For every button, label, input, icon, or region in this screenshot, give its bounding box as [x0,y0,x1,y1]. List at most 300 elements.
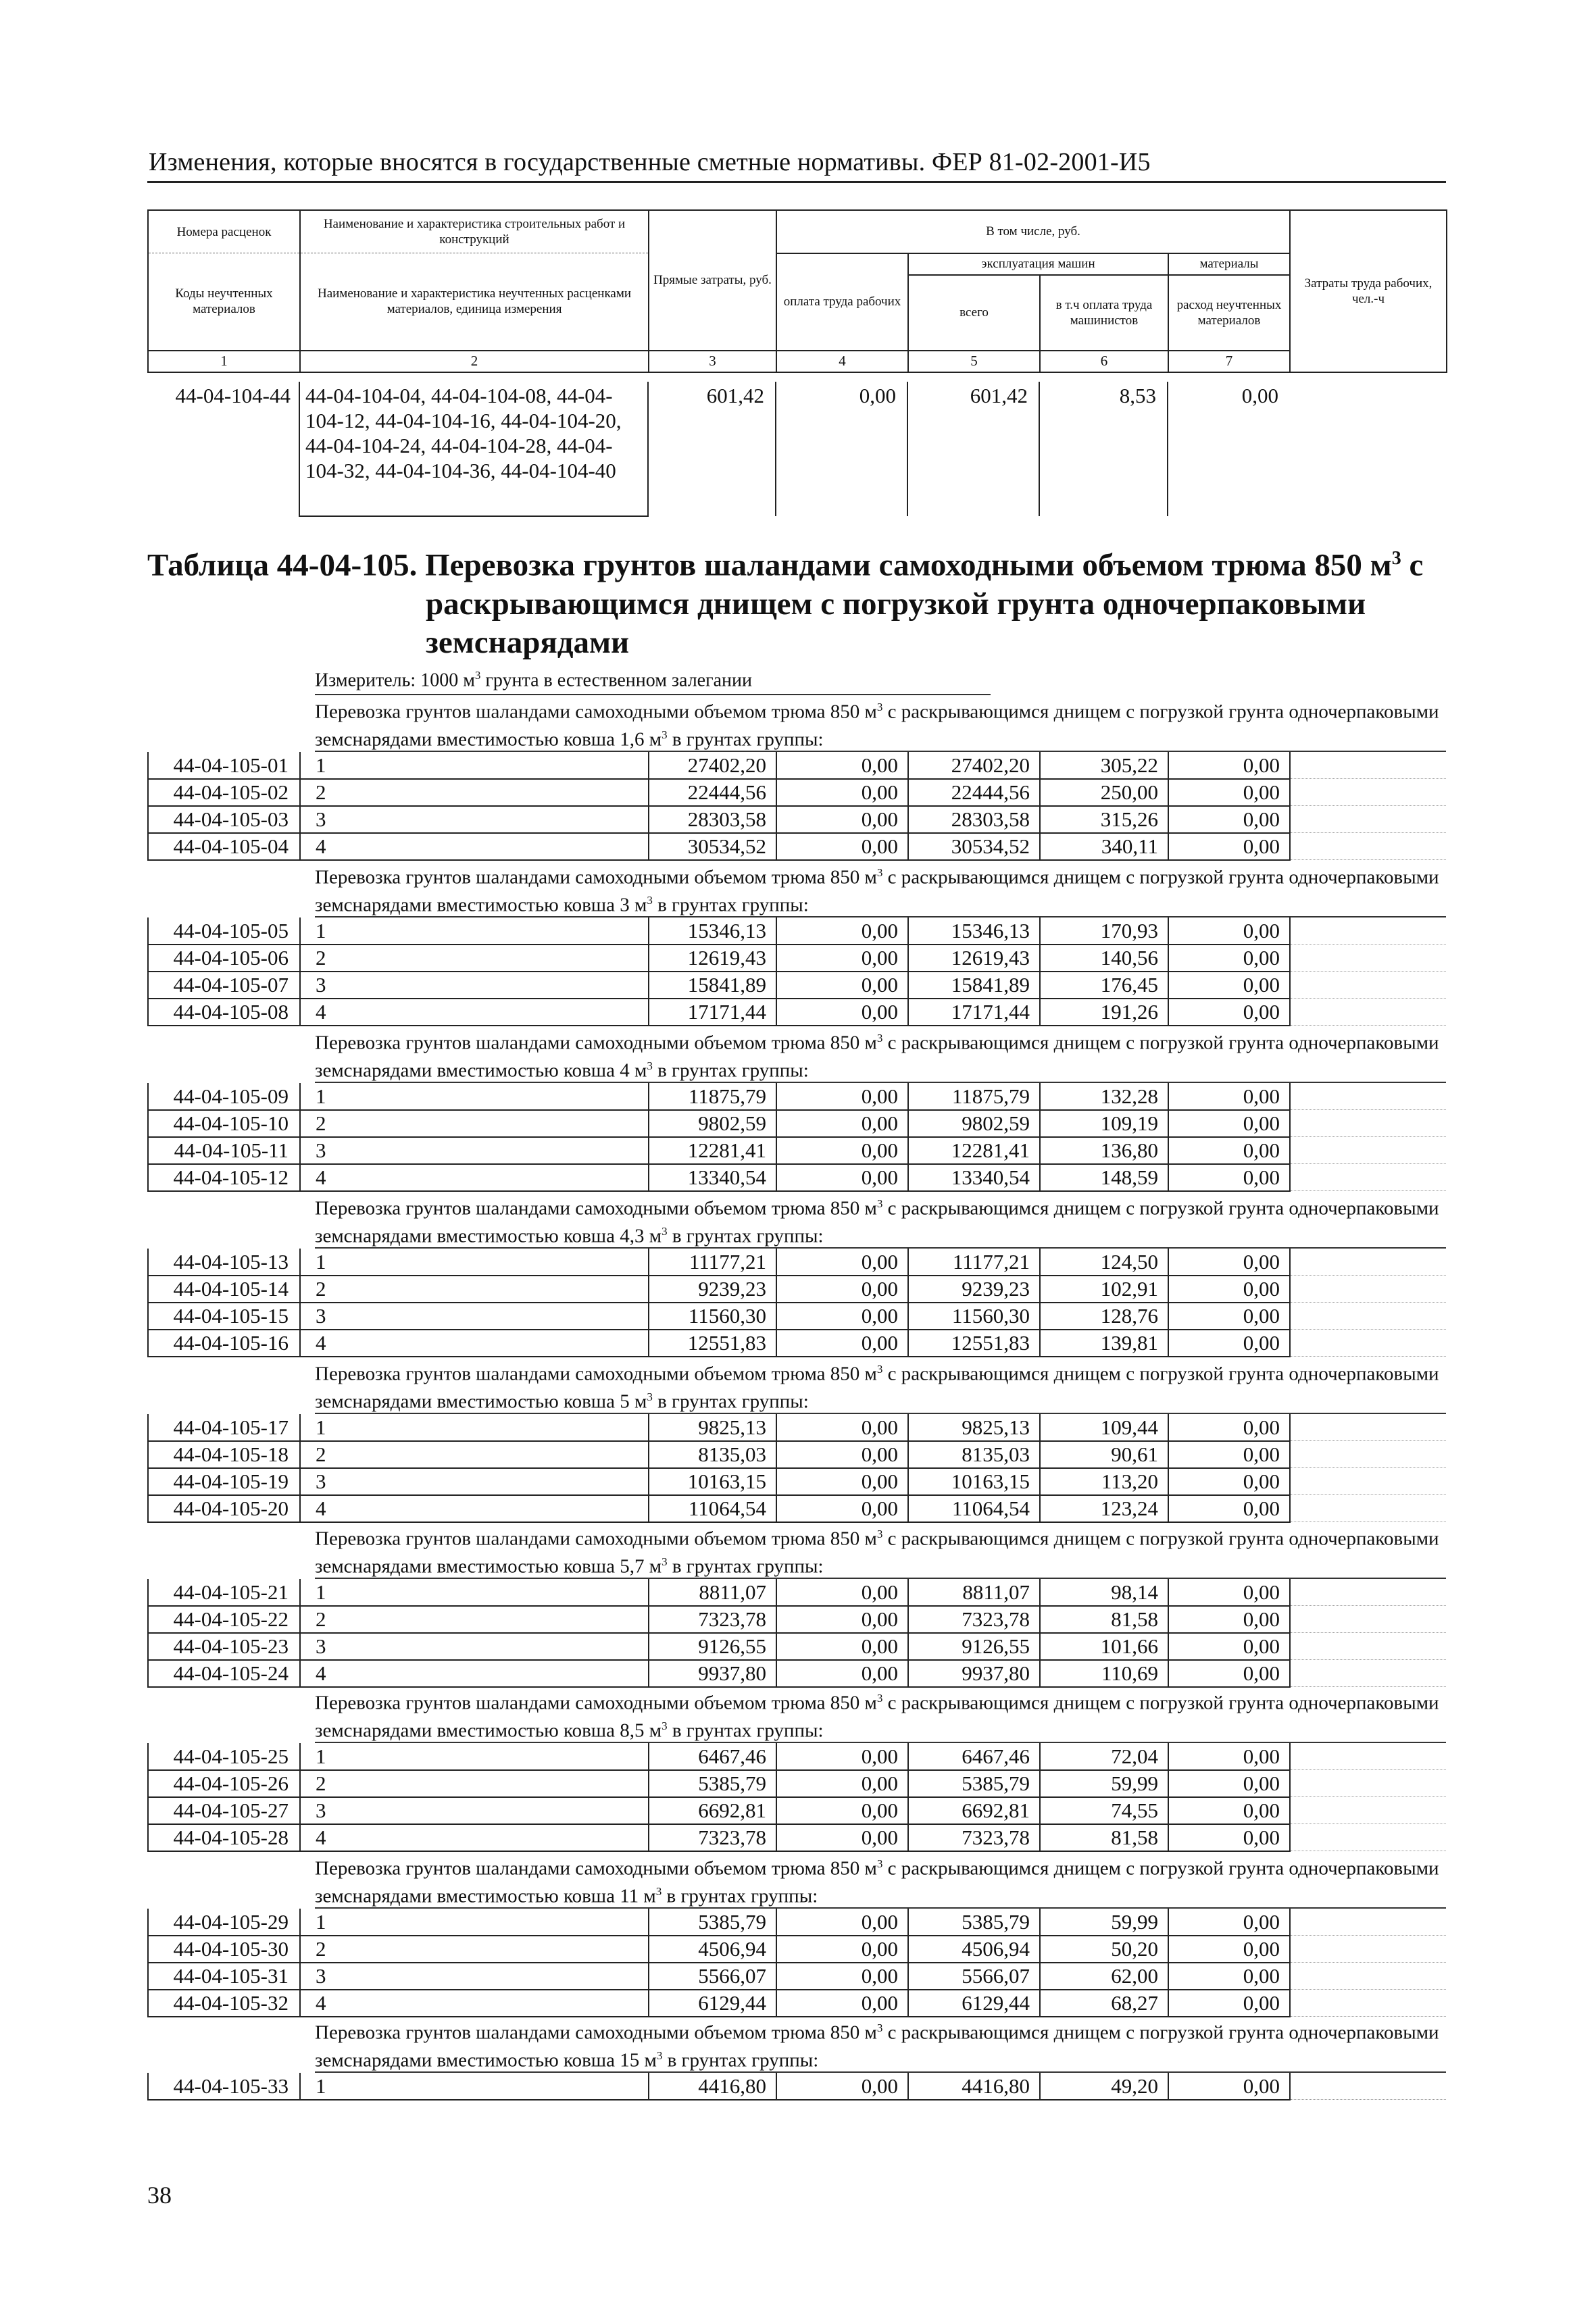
materials: 0,00 [1168,779,1290,806]
empty-cell [1290,1164,1446,1191]
rate-code: 44-04-105-19 [148,1468,300,1495]
rate-table [147,2073,1446,2101]
rate-code: 44-04-105-13 [148,1249,300,1276]
materials: 0,00 [1168,1414,1290,1441]
materials: 0,00 [1168,833,1290,860]
rate-table [147,1743,1446,1852]
direct-costs: 28303,58 [649,806,776,833]
machinists-pay: 136,80 [1040,1137,1168,1164]
direct-costs: 6129,44 [649,1990,776,2017]
empty-cell [1290,1495,1446,1522]
machines-total: 11064,54 [908,1495,1040,1522]
group-desc-text: с раскрывающимся днищем с погрузкой грунта одночерпаковыми земснарядами вместимостью ковша 4,3 м [315,1197,1439,1247]
superscript: 3 [876,1197,883,1210]
labor-pay: 0,00 [776,382,907,516]
col-number: 6 [1040,351,1168,372]
rate-code: 44-04-105-17 [148,1414,300,1441]
direct-costs: 9825,13 [649,1414,776,1441]
rate-code: 44-04-105-25 [148,1743,300,1770]
machines-total: 7323,78 [908,1824,1040,1851]
table-row [148,1770,1446,1797]
superscript: 3 [662,1719,668,1732]
table-row [148,1468,1446,1495]
machines-total: 6129,44 [908,1990,1040,2017]
empty-cell [1290,1303,1446,1330]
group-desc-text: с раскрывающимся днищем с погрузкой грунта одночерпаковыми земснарядами вместимостью ковша 15 м [315,2021,1439,2071]
machines-total: 15346,13 [908,917,1040,945]
soil-group: 4 [300,833,649,860]
rate-group [147,1358,1446,1523]
col-number: 2 [300,351,649,372]
table-row [148,806,1446,833]
machines-total: 9239,23 [908,1276,1040,1303]
rate-group [147,2017,1446,2101]
machines-total-header: всего [908,275,1040,351]
soil-group: 2 [300,779,649,806]
empty-cell [1290,1936,1446,1963]
materials: 0,00 [1168,1909,1290,1936]
group-desc-text: Перевозка грунтов шаландами самоходными объемом трюма 850 м [315,1032,877,1054]
rate-group [147,1853,1446,2017]
machinists-pay: 109,44 [1040,1414,1168,1441]
table-row [148,1606,1446,1633]
table-row [148,1249,1446,1276]
direct-costs: 22444,56 [649,779,776,806]
labor-pay: 0,00 [776,1936,908,1963]
empty-cell [1290,1083,1446,1110]
labor-pay: 0,00 [776,1276,908,1303]
labor-pay: 0,00 [776,833,908,860]
table-row [148,1824,1446,1851]
group-desc-text: Перевозка грунтов шаландами самоходными объемом трюма 850 м [315,1528,877,1550]
table-row [148,2073,1446,2100]
group-description [315,1853,1446,1909]
direct-costs: 4506,94 [649,1936,776,1963]
col-number: 7 [1168,351,1290,372]
materials: 0,00 [1168,917,1290,945]
table-row [148,1414,1446,1441]
machinists-pay: 74,55 [1040,1797,1168,1824]
superscript: 3 [876,866,883,879]
table-row [148,1441,1446,1468]
table-row [148,1276,1446,1303]
machines-total: 12551,83 [908,1330,1040,1357]
materials: 0,00 [1168,1249,1290,1276]
table-row [148,1083,1446,1110]
superscript: 3 [876,1528,883,1540]
superscript: 3 [876,1857,883,1870]
direct-costs: 6467,46 [649,1743,776,1770]
machines-total: 12619,43 [908,945,1040,972]
soil-group: 3 [300,972,649,999]
direct-costs: 11560,30 [649,1303,776,1330]
including-header: В том числе, руб. [776,210,1290,253]
machinists-pay: 81,58 [1040,1824,1168,1851]
group-desc-text: в грунтах группы: [652,894,809,916]
empty-cell [1290,972,1446,999]
materials: 0,00 [1168,1743,1290,1770]
rate-code: 44-04-105-30 [148,1936,300,1963]
soil-group: 1 [300,2073,649,2100]
soil-group: 3 [300,806,649,833]
rate-code: 44-04-105-10 [148,1110,300,1137]
soil-group: 4 [300,999,649,1026]
labor-pay: 0,00 [776,917,908,945]
col1-bottom-header: Коды неучтенных материалов [148,253,300,351]
machines-total: 15841,89 [908,972,1040,999]
table-row [147,382,1446,516]
soil-group: 1 [300,1083,649,1110]
empty-cell [1290,1276,1446,1303]
machinists-pay-header: в т.ч оплата труда машинистов [1040,275,1168,351]
group-desc-text: с раскрывающимся днищем с погрузкой грунта одночерпаковыми земснарядами вместимостью ковша 8,5 м [315,1692,1439,1742]
materials: 0,00 [1168,945,1290,972]
col-number: 3 [649,351,776,372]
table-row [148,833,1446,860]
soil-group: 4 [300,1990,649,2017]
direct-costs: 15346,13 [649,917,776,945]
materials: 0,00 [1168,1083,1290,1110]
machines-total: 10163,15 [908,1468,1040,1495]
table-row [148,1633,1446,1660]
table-row [148,1936,1446,1963]
labor-pay: 0,00 [776,1797,908,1824]
machines-total: 5385,79 [908,1909,1040,1936]
direct-costs: 12281,41 [649,1137,776,1164]
empty-cell [1290,945,1446,972]
materials: 0,00 [1168,1164,1290,1191]
empty-cell [1290,1606,1446,1633]
machinists-pay: 72,04 [1040,1743,1168,1770]
table-row [148,972,1446,999]
group-desc-text: в грунтах группы: [667,1555,824,1578]
superscript: 3 [876,1692,883,1705]
materials: 0,00 [1168,1936,1290,1963]
soil-group: 4 [300,1495,649,1522]
direct-costs: 7323,78 [649,1606,776,1633]
rate-code: 44-04-105-24 [148,1660,300,1687]
rate-code: 44-04-105-09 [148,1083,300,1110]
machines-total: 9937,80 [908,1660,1040,1687]
soil-group: 2 [300,945,649,972]
soil-group: 2 [300,1770,649,1797]
machines-total: 9825,13 [908,1414,1040,1441]
table-row [148,1110,1446,1137]
machinists-pay: 62,00 [1040,1963,1168,1990]
labor-pay: 0,00 [776,1164,908,1191]
direct-costs: 601,42 [648,382,776,516]
materials: 0,00 [1168,1137,1290,1164]
machinists-pay: 49,20 [1040,2073,1168,2100]
group-description [315,1358,1446,1414]
group-desc-text: с раскрывающимся днищем с погрузкой грунта одночерпаковыми земснарядами вместимостью ковша 4 м [315,1032,1439,1082]
rate-code: 44-04-105-26 [148,1770,300,1797]
direct-costs: 11875,79 [649,1083,776,1110]
rate-code: 44-04-105-07 [148,972,300,999]
machines-total: 8811,07 [908,1579,1040,1606]
soil-group: 2 [300,1936,649,1963]
labor-pay: 0,00 [776,1909,908,1936]
direct-costs-header: Прямые затраты, руб. [649,210,776,351]
soil-group: 2 [300,1276,649,1303]
rate-name: 44-04-104-04, 44-04-104-08, 44-04-104-12, 44-04-104-16, 44-04-104-20, 44-04-104-24, 44-04-104-28, 44-04-104-32, 44-04-104-36, 44-04-104-40 [299,382,648,516]
labor-pay: 0,00 [776,1303,908,1330]
labor-pay: 0,00 [776,1824,908,1851]
soil-group: 3 [300,1963,649,1990]
empty-cell [1290,752,1446,779]
table-row [148,945,1446,972]
table-title: Таблица 44-04-105. Перевозка грунтов шаландами самоходными объемом трюма 850 $м^3$ с раскрывающимся днищем с погрузкой грунта одночерпаковыми земснарядами [147,547,1424,660]
direct-costs: 7323,78 [649,1824,776,1851]
rate-code: 44-04-105-02 [148,779,300,806]
group-desc-text: в грунтах группы: [662,1885,818,1907]
machinists-pay: 109,19 [1040,1110,1168,1137]
rate-group [147,1192,1446,1357]
table-row [148,1330,1446,1357]
group-description [315,1523,1446,1579]
superscript: 3 [876,2021,883,2034]
superscript: 3 [662,1555,668,1568]
group-desc-text: в грунтах группы: [652,1390,809,1413]
superscript: 3 [662,728,668,741]
soil-group: 1 [300,1579,649,1606]
direct-costs: 8811,07 [649,1579,776,1606]
rate-code: 44-04-105-33 [148,2073,300,2100]
group-desc-text: в грунтах группы: [662,2049,819,2071]
machines-total: 9802,59 [908,1110,1040,1137]
materials: 0,00 [1168,1468,1290,1495]
machines-total: 30534,52 [908,833,1040,860]
direct-costs: 9239,23 [649,1276,776,1303]
group-desc-text: в грунтах группы: [667,1225,824,1247]
machinists-pay: 315,26 [1040,806,1168,833]
table-row [148,1963,1446,1990]
materials: 0,00 [1168,1633,1290,1660]
empty-cell [1290,1441,1446,1468]
rate-code: 44-04-104-44 [147,382,299,516]
direct-costs: 5385,79 [649,1770,776,1797]
table-row [148,1797,1446,1824]
materials: 0,00 [1168,1797,1290,1824]
direct-costs: 17171,44 [649,999,776,1026]
empty-cell [1290,1824,1446,1851]
machinists-pay: 124,50 [1040,1249,1168,1276]
machinists-pay: 170,93 [1040,917,1168,945]
machinists-pay: 68,27 [1040,1990,1168,2017]
machines-total: 601,42 [907,382,1039,516]
group-desc-text: в грунтах группы: [667,728,824,751]
rate-code: 44-04-105-03 [148,806,300,833]
machines-header: эксплуатация машин [908,253,1168,275]
superscript: 3 [876,1363,883,1376]
machinists-pay: 340,11 [1040,833,1168,860]
table-row [148,1137,1446,1164]
column-header-table [147,209,1447,373]
machinists-pay: 59,99 [1040,1770,1168,1797]
materials: 0,00 [1168,1276,1290,1303]
rate-code: 44-04-105-15 [148,1303,300,1330]
direct-costs: 15841,89 [649,972,776,999]
machines-total: 11560,30 [908,1303,1040,1330]
rate-code: 44-04-105-22 [148,1606,300,1633]
rate-group [147,1523,1446,1688]
rate-table [147,1909,1446,2017]
group-description [315,1687,1446,1743]
superscript: 3 [662,1224,668,1238]
materials: 0,00 [1168,1606,1290,1633]
table-row [148,1579,1446,1606]
machinists-pay: 113,20 [1040,1468,1168,1495]
empty-cell [1290,779,1446,806]
soil-group: 1 [300,917,649,945]
rate-table [147,1414,1446,1523]
direct-costs: 6692,81 [649,1797,776,1824]
rate-code: 44-04-105-20 [148,1495,300,1522]
table-row [148,752,1446,779]
machinists-pay: 305,22 [1040,752,1168,779]
labor-pay: 0,00 [776,1579,908,1606]
machinists-pay: 101,66 [1040,1633,1168,1660]
labor-pay: 0,00 [776,972,908,999]
table-row [148,1303,1446,1330]
empty-cell [1290,1633,1446,1660]
rate-table [147,1579,1446,1688]
materials: 0,00 [1168,752,1290,779]
group-desc-text: Перевозка грунтов шаландами самоходными объемом трюма 850 м [315,1857,877,1880]
empty-cell [1290,1770,1446,1797]
labor-pay: 0,00 [776,2073,908,2100]
rate-code: 44-04-105-28 [148,1824,300,1851]
materials: 0,00 [1168,1110,1290,1137]
group-description [315,696,1446,752]
direct-costs: 30534,52 [649,833,776,860]
machines-total: 13340,54 [908,1164,1040,1191]
soil-group: 3 [300,1797,649,1824]
table-row [148,1164,1446,1191]
machines-total: 28303,58 [908,806,1040,833]
col-number: 5 [908,351,1040,372]
labor-pay: 0,00 [776,752,908,779]
col-number: 1 [148,351,300,372]
direct-costs: 9802,59 [649,1110,776,1137]
rate-code: 44-04-105-12 [148,1164,300,1191]
labor-pay: 0,00 [776,1083,908,1110]
soil-group: 1 [300,1743,649,1770]
measure-rule [315,694,991,695]
rate-code: 44-04-105-14 [148,1276,300,1303]
machines-total: 5566,07 [908,1963,1040,1990]
empty-cell [1290,1330,1446,1357]
materials: 0,00 [1168,1824,1290,1851]
superscript: 3 [876,1032,883,1045]
machines-total: 17171,44 [908,999,1040,1026]
rate-code: 44-04-105-23 [148,1633,300,1660]
group-description [315,861,1446,917]
rate-code: 44-04-105-31 [148,1963,300,1990]
empty-cell [1290,1909,1446,1936]
machinists-pay: 191,26 [1040,999,1168,1026]
direct-costs: 12619,43 [649,945,776,972]
labor-pay: 0,00 [776,1137,908,1164]
soil-group: 4 [300,1164,649,1191]
labor-pay: 0,00 [776,1330,908,1357]
machines-total: 4416,80 [908,2073,1040,2100]
labor-pay: 0,00 [776,1110,908,1137]
soil-group: 4 [300,1824,649,1851]
soil-group: 1 [300,1414,649,1441]
direct-costs: 13340,54 [649,1164,776,1191]
soil-group: 3 [300,1137,649,1164]
materials: 0,00 [1168,1660,1290,1687]
table-row [148,999,1446,1026]
materials: 0,00 [1168,2073,1290,2100]
labor-hours-header: Затраты труда рабочих, чел.-ч [1290,210,1447,372]
superscript: 3 [647,1390,653,1403]
empty-cell [1290,1963,1446,1990]
labor-pay: 0,00 [776,1414,908,1441]
direct-costs: 9937,80 [649,1660,776,1687]
rate-code: 44-04-105-27 [148,1797,300,1824]
labor-pay: 0,00 [776,1770,908,1797]
empty-cell [1290,999,1446,1026]
machines-total: 11177,21 [908,1249,1040,1276]
group-desc-text: с раскрывающимся днищем с погрузкой грунта одночерпаковыми земснарядами вместимостью ковша 5 м [315,1363,1439,1413]
machinists-pay: 102,91 [1040,1276,1168,1303]
soil-group: 2 [300,1606,649,1633]
materials: 0,00 [1168,1963,1290,1990]
rate-table [147,1083,1446,1192]
machinists-pay: 132,28 [1040,1083,1168,1110]
machinists-pay: 59,99 [1040,1909,1168,1936]
labor-pay: 0,00 [776,779,908,806]
machines-total: 9126,55 [908,1633,1040,1660]
soil-group: 1 [300,1909,649,1936]
labor-pay: 0,00 [776,1495,908,1522]
first-data-table [147,382,1446,517]
header-rule [147,181,1446,183]
rate-table [147,917,1446,1026]
soil-group: 3 [300,1303,649,1330]
labor-pay: 0,00 [776,1660,908,1687]
group-description [315,2017,1446,2073]
machinists-pay: 250,00 [1040,779,1168,806]
direct-costs: 4416,80 [649,2073,776,2100]
machinists-pay: 50,20 [1040,1936,1168,1963]
labor-pay: 0,00 [776,1606,908,1633]
soil-group: 4 [300,1660,649,1687]
rate-code: 44-04-105-29 [148,1909,300,1936]
labor-pay: 0,00 [776,1990,908,2017]
col-number: 4 [776,351,908,372]
soil-group: 3 [300,1468,649,1495]
empty-cell [1290,1468,1446,1495]
rate-group [147,1687,1446,1852]
machinists-pay: 139,81 [1040,1330,1168,1357]
empty-cell [1290,1743,1446,1770]
labor-pay: 0,00 [776,806,908,833]
machinists-pay: 81,58 [1040,1606,1168,1633]
rate-code: 44-04-105-18 [148,1441,300,1468]
materials: 0,00 [1168,1495,1290,1522]
group-desc-text: Перевозка грунтов шаландами самоходными объемом трюма 850 м [315,866,877,888]
superscript: 3 [876,701,883,713]
machines-total: 27402,20 [908,752,1040,779]
materials: 0,00 [1168,1579,1290,1606]
empty-cell [1290,917,1446,945]
col2-bottom-header: Наименование и характеристика неучтенных расценками материалов, единица измерения [300,253,649,351]
rate-code: 44-04-105-11 [148,1137,300,1164]
machines-total: 22444,56 [908,779,1040,806]
